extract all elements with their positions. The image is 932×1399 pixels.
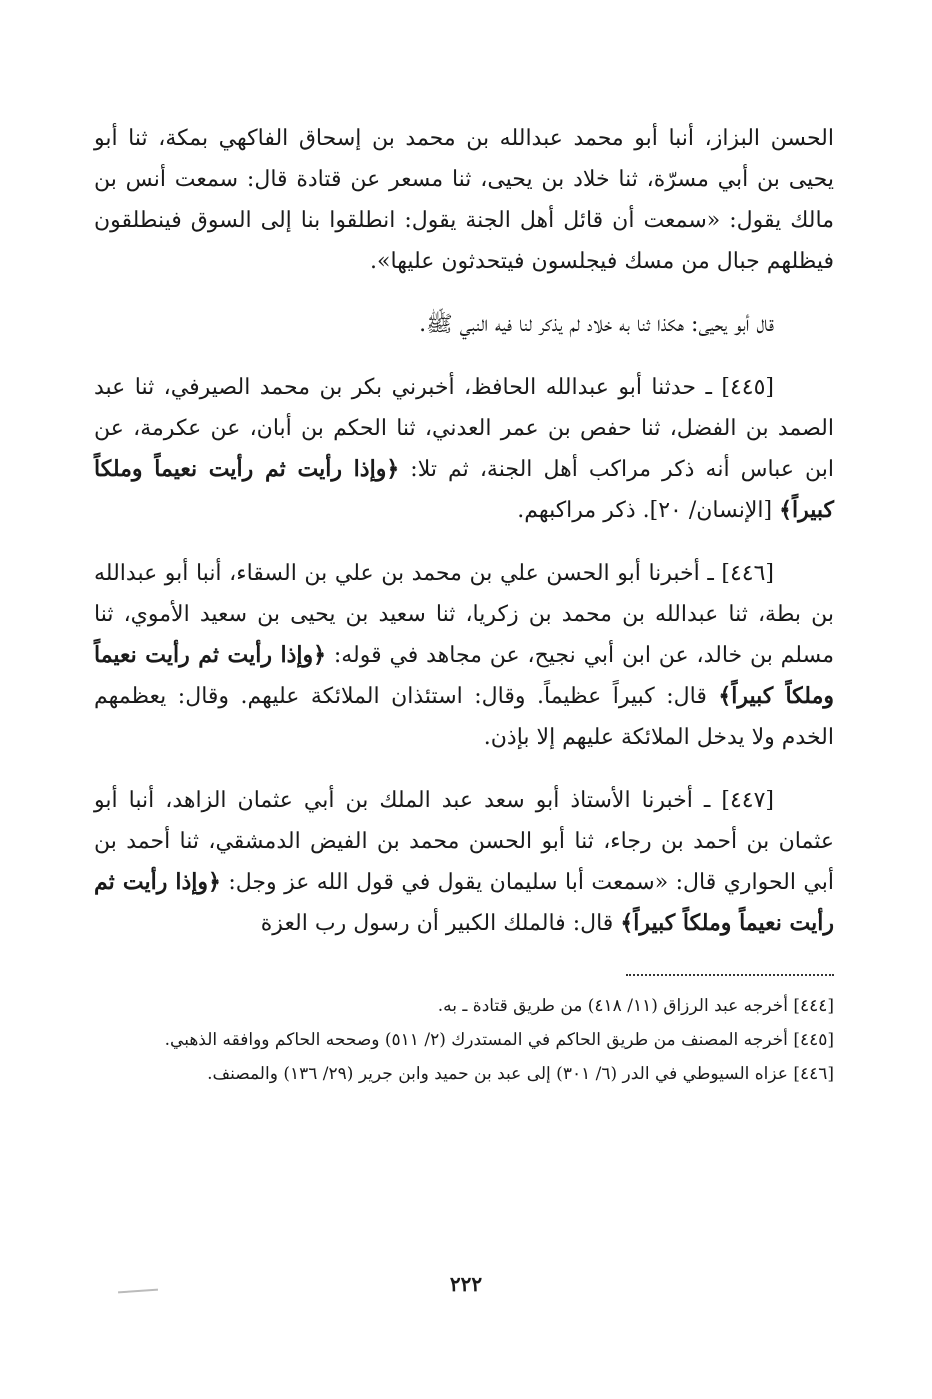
footnote-444: [٤٤٤] أخرجه عبد الرزاق (١١/ ٤١٨) من طريق قتادة ـ به.	[437, 996, 834, 1016]
footnote-divider	[626, 974, 834, 976]
hadith-447-text: [٤٤٧] ـ أخبرنا الأستاذ أبو سعد عبد الملك بن أبي عثمان الزاهد، أنبا أبو عثمان بن أحمد بن رجاء، ثنا أبو الحسن محمد بن الفيض الدمشقي، ثنا أحمد بن أبي الحواري قال: «سمعت أبا سليمان يقول في قول الله عز وجل:	[94, 788, 834, 895]
page-content	[94, 118, 834, 1094]
hadith-447	[94, 780, 834, 944]
quran-quote: ﴿وإذا رأيت ثم رأيت نعيماً وملكاً كبيراً﴾	[94, 869, 834, 936]
hadith-446-text: [٤٤٦] ـ أخبرنا أبو الحسن علي بن محمد بن علي بن السقاء، أنبا أبو عبدالله بن بطة، ثنا عبدالله بن محمد بن زكريا، ثنا سعيد بن يحيى بن سعيد الأموي، ثنا مسلم بن خالد، عن ابن أبي نجيح، عن مجاهد في قوله:	[94, 561, 834, 668]
hadith-445-text: [٤٤٥] ـ حدثنا أبو عبدالله الحافظ، أخبرني بكر بن محمد الصيرفي، ثنا عبد الصمد بن الفضل، ثنا حفص بن عمر العدني، ثنا الحكم بن أبان، عن عكرمة، عن ابن عباس أنه ذكر مراكب أهل الجنة، ثم تلا:	[94, 375, 834, 482]
paragraph-abu-yahya: قال أبو يحيى: هكذا ثنا به خلاد لم يذكر لنا فيه النبي ﷺ.	[419, 312, 774, 337]
paragraph-continuation: الحسن البزاز، أنبا أبو محمد عبدالله بن محمد بن إسحاق الفاكهي بمكة، ثنا أبو يحيى بن أبي مسرّة، ثنا خلاد بن يحيى، ثنا مسعر عن قتادة قال: سمعت أنس بن مالك يقول: «سمعت أن قائل أهل الجنة يقول: انطلقوا بنا إلى السوق فينطلقون فيظلهم جبال من مسك فيجلسون فيتحدثون عليها».	[94, 126, 834, 274]
hadith-447-commentary: قال: فالملك الكبير أن رسول رب العزة	[260, 911, 621, 936]
page-number: ٢٢٢	[449, 1272, 483, 1296]
hadith-446	[94, 553, 834, 758]
hadith-446-commentary: قال: كبيراً عظيماً. وقال: استئذان الملائكة عليهم. وقال: يعظمهم الخدم ولا يدخل الملائكة عليهم إلا بإذن.	[94, 684, 834, 750]
quran-quote: ﴿وإذا رأيت ثم رأيت نعيماً وملكاً كبيراً﴾	[94, 456, 834, 523]
footnote-445: [٤٤٥] أخرجه المصنف من طريق الحاكم في المستدرك (٢/ ٥١١) وصححه الحاكم ووافقه الذهبي.	[164, 1030, 834, 1050]
hadith-445	[94, 367, 834, 531]
quran-quote: ﴿وإذا رأيت ثم رأيت نعيماً وملكاً كبيراً﴾	[94, 642, 834, 709]
footnote-446: [٤٤٦] عزاه السيوطي في الدر (٦/ ٣٠١) إلى عبد بن حميد وابن جرير (٢٩/ ١٣٦) والمصنف.	[207, 1064, 834, 1084]
footnotes	[94, 992, 834, 1088]
hadith-445-ref: [الإنسان/ ٢٠]. ذكر مراكبهم.	[517, 498, 780, 523]
